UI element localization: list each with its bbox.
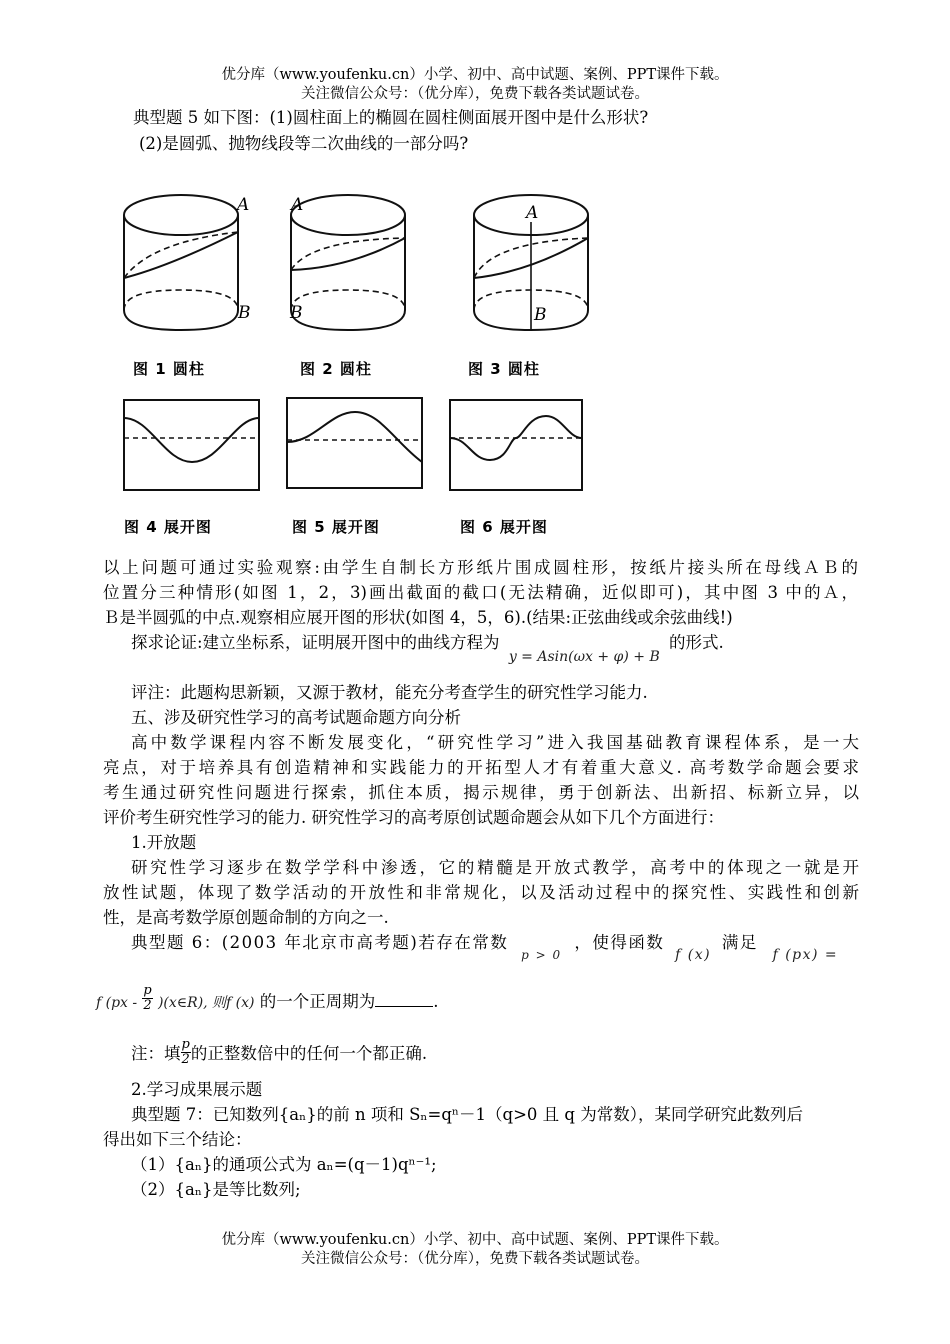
- q6-text-a: 典型题 6：(2003 年北京市高考题)若存在常数: [131, 933, 509, 952]
- fig3-label-b: B: [534, 305, 547, 325]
- q6-fraction: [142, 984, 152, 1013]
- para1-line-3: Ｂ是半圆弧的中点.观察相应展开图的形状(如图 4，5，6).(结果:正弦曲线或余弦曲线!): [103, 608, 733, 627]
- para2-line-4: 评价考生研究性学习的能力. 研究性学习的高考原创试题命题会从如下几个方面进行：: [103, 808, 724, 827]
- fig1-label-a: A: [237, 195, 250, 215]
- header-line-1: 优分库（www.youfenku.cn）小学、初中、高中试题、案例、PPT课件下载。: [221, 67, 729, 83]
- note-fraction: [181, 1038, 191, 1067]
- proof-text-a: 探求论证:建立坐标系，证明展开图中的曲线方程为: [131, 633, 500, 652]
- q6-frac-num: p: [143, 983, 152, 998]
- proof-text-b: 的形式.: [668, 633, 724, 652]
- para2-line-1: 高中数学课程内容不断发展变化，“研究性学习”进入我国基础教育课程体系，是一大: [131, 733, 859, 752]
- para1-line-1: 以上问题可通过实验观察:由学生自制长方形纸片围成圆柱形，按纸片接头所在母线ＡＢ的: [103, 558, 858, 577]
- caption-fig2: 图 2 圆柱: [300, 360, 372, 378]
- note-frac-num: p: [181, 1037, 190, 1052]
- subsection-1: 1.开放题: [131, 833, 197, 852]
- header-line-2: 关注微信公众号：（优分库），免费下载各类试题试卷。: [301, 86, 649, 102]
- q7-line-1: 典型题 7：已知数列{aₙ}的前 n 项和 Sₙ=qⁿ－1（q>0 且 q 为常数），某同学研究此数列后: [131, 1105, 803, 1124]
- note-frac-den: 2: [181, 1052, 190, 1067]
- q6-expr-a: f (px -: [96, 995, 138, 1011]
- q7-conclusion-1: （1）{aₙ}的通项公式为 aₙ=(q－1)qⁿ⁻¹;: [131, 1155, 437, 1174]
- comment: 评注：此题构思新颖，又源于教材，能充分考查学生的研究性学习能力.: [131, 683, 648, 702]
- note-line: [131, 1037, 428, 1069]
- q6-answer-blank[interactable]: [375, 990, 433, 1007]
- q7-conclusion-2: （2）{aₙ}是等比数列;: [131, 1180, 301, 1199]
- q5-line-2: (2)是圆弧、抛物线段等二次曲线的一部分吗?: [139, 134, 469, 153]
- q6-line-1: [131, 931, 839, 963]
- q6-fpx: f (px) =: [772, 947, 839, 963]
- q6-end: .: [433, 992, 439, 1011]
- proof-formula: y = Asin(ωx + φ) + B: [508, 649, 660, 665]
- q6-text-b: ，使得函数: [574, 933, 665, 952]
- unrolled-1: [124, 400, 259, 490]
- q6-text-c: 满足: [721, 933, 758, 952]
- fig2-label-b: B: [290, 303, 303, 323]
- para3-line-1: 研究性学习逐步在数学学科中渗透，它的精髓是开放式教学，高考中的体现之一就是开: [131, 858, 859, 877]
- caption-fig1: 图 1 圆柱: [133, 360, 205, 378]
- unrolled-2: [287, 398, 422, 488]
- q6-text-d: 的一个正周期为: [259, 992, 376, 1011]
- q6-condition: p > 0: [521, 948, 562, 962]
- q6-fx: f (x): [675, 947, 712, 963]
- caption-fig3: 图 3 圆柱: [468, 360, 540, 378]
- fig1-label-b: B: [238, 303, 251, 323]
- para2-line-2: 亮点，对于培养具有创造精神和实践能力的开拓型人才有着重大意义. 高考数学命题会要求: [103, 758, 859, 777]
- q6-line-2: [96, 983, 439, 1017]
- note-text-a: 注：填: [131, 1044, 181, 1063]
- footer-line-1: 优分库（www.youfenku.cn）小学、初中、高中试题、案例、PPT课件下载。: [221, 1232, 729, 1248]
- q6-frac-den: 2: [143, 998, 152, 1013]
- para2-line-3: 考生通过研究性问题进行探索，抓住本质，揭示规律，勇于创新法、出新招、标新立异，以: [103, 783, 859, 802]
- cylinder-2: [291, 195, 405, 330]
- para1-line-2: 位置分三种情形(如图 1，2，3)画出截面的截口(无法精确，近似即可)，其中图 3 中的Ａ，: [103, 583, 858, 602]
- fig2-label-a: A: [291, 195, 304, 215]
- cylinder-1: [124, 195, 238, 330]
- q6-expr-b: )(x∈R), 则f (x): [157, 995, 255, 1011]
- caption-fig5: 图 5 展开图: [292, 518, 380, 536]
- q7-line-2: 得出如下三个结论：: [103, 1130, 252, 1149]
- para3-line-2: 放性试题，体现了数学活动的开放性和非常规化，以及活动过程中的探究性、实践性和创新: [103, 883, 859, 902]
- footer-line-2: 关注微信公众号：（优分库），免费下载各类试题试卷。: [301, 1251, 649, 1267]
- fig3-label-a: A: [526, 203, 539, 223]
- caption-fig6: 图 6 展开图: [460, 518, 548, 536]
- para3-line-3: 性，是高考数学原创题命制的方向之一.: [103, 908, 389, 927]
- unrolled-3: [450, 400, 582, 490]
- subsection-2: 2.学习成果展示题: [131, 1080, 263, 1099]
- caption-fig4: 图 4 展开图: [124, 518, 212, 536]
- proof-line: [131, 631, 724, 665]
- q5-line-1: 典型题 5 如下图：(1)圆柱面上的椭圆在圆柱侧面展开图中是什么形状?: [133, 108, 649, 127]
- section-5-heading: 五、涉及研究性学习的高考试题命题方向分析: [131, 708, 461, 727]
- note-text-b: 的正整数倍中的任何一个都正确.: [190, 1044, 428, 1063]
